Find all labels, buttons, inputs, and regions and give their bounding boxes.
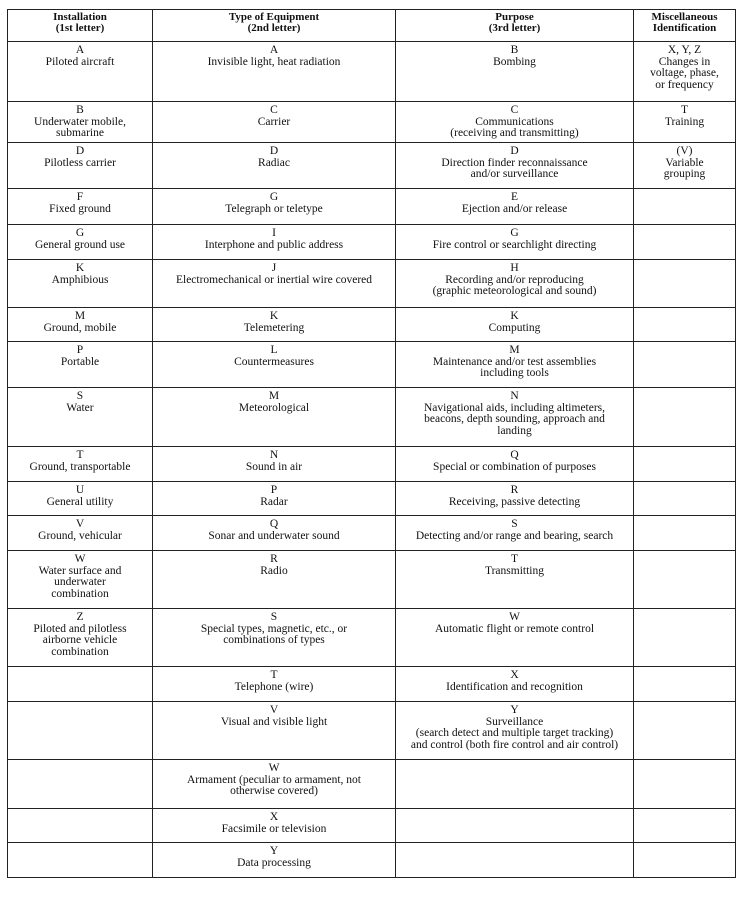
code-letter: S xyxy=(511,518,518,530)
misc-identification-cell xyxy=(634,388,736,447)
table-row xyxy=(8,843,736,878)
code-letter: V xyxy=(269,704,279,716)
purpose-cell xyxy=(396,342,634,388)
code-letter: K xyxy=(75,262,85,274)
description-line: Special types, magnetic, etc., or xyxy=(200,622,348,635)
description-line: Portable xyxy=(60,355,100,368)
description-line: Ground, mobile xyxy=(43,321,117,334)
purpose-cell xyxy=(396,551,634,609)
table-body xyxy=(8,42,736,878)
purpose-cell xyxy=(396,609,634,667)
code-letter: U xyxy=(75,484,85,496)
installation-cell xyxy=(8,809,153,843)
code-letter: E xyxy=(510,191,519,203)
equipment-type-cell xyxy=(153,260,396,308)
code-letter: X xyxy=(269,811,279,823)
header-purpose xyxy=(396,10,634,42)
equipment-type-cell xyxy=(153,809,396,843)
description-line: Piloted and pilotless xyxy=(33,622,127,635)
installation-cell xyxy=(8,225,153,260)
description-line: Ejection and/or release xyxy=(461,202,568,215)
misc-identification-cell xyxy=(634,551,736,609)
installation-cell xyxy=(8,308,153,342)
misc-identification-cell xyxy=(634,667,736,702)
table-row xyxy=(8,667,736,702)
code-letter: S xyxy=(270,611,278,623)
code-letter: B xyxy=(510,44,519,56)
purpose-cell xyxy=(396,667,634,702)
equipment-type-cell xyxy=(153,551,396,609)
equipment-type-cell xyxy=(153,760,396,809)
equipment-type-cell xyxy=(153,102,396,143)
description-line: (search detect and multiple target tracking) xyxy=(415,727,614,739)
description-line: Carrier xyxy=(257,115,291,128)
table-row xyxy=(8,225,736,260)
designation-table xyxy=(7,9,736,878)
description-line: grouping xyxy=(663,168,706,180)
purpose-cell xyxy=(396,189,634,225)
description-line: Armament (peculiar to armament, not xyxy=(186,773,362,786)
code-letter: A xyxy=(75,44,85,56)
code-letter: D xyxy=(269,145,279,157)
description-line: (2nd letter) xyxy=(247,22,301,34)
code-letter: D xyxy=(510,145,519,157)
code-letter: I xyxy=(272,227,276,239)
description-line: Water xyxy=(66,401,94,414)
installation-cell xyxy=(8,388,153,447)
code-letter: Q xyxy=(269,518,279,530)
code-letter: C xyxy=(270,104,278,116)
description-line: (1st letter) xyxy=(55,22,105,34)
code-letter: R xyxy=(270,553,278,565)
code-letter: T xyxy=(680,104,689,116)
installation-cell xyxy=(8,102,153,143)
description-line: voltage, phase, xyxy=(650,67,719,79)
installation-cell xyxy=(8,143,153,189)
description-line: Ground, vehicular xyxy=(38,529,122,542)
description-line: Invisible light, heat radiation xyxy=(207,55,341,68)
equipment-type-cell xyxy=(153,189,396,225)
description-line: Identification and recognition xyxy=(446,680,583,693)
purpose-cell xyxy=(396,482,634,516)
equipment-type-cell xyxy=(153,482,396,516)
misc-identification-cell xyxy=(634,342,736,388)
purpose-cell xyxy=(396,809,634,843)
purpose-cell xyxy=(396,843,634,878)
code-letter: D xyxy=(75,145,85,157)
code-letter: N xyxy=(510,390,519,402)
installation-cell xyxy=(8,42,153,102)
code-letter: Y xyxy=(269,845,279,857)
table-row xyxy=(8,388,736,447)
description-line: airborne vehicle xyxy=(42,634,118,646)
table-row xyxy=(8,143,736,189)
misc-identification-cell xyxy=(634,609,736,667)
code-letter: T xyxy=(510,553,519,565)
description-line: Countermeasures xyxy=(234,355,314,368)
table-row xyxy=(8,702,736,760)
misc-identification-cell xyxy=(634,843,736,878)
description-line: Electromechanical or inertial wire covered xyxy=(175,273,373,286)
code-letter: F xyxy=(76,191,84,203)
misc-identification-cell xyxy=(634,143,736,189)
code-letter: Miscellaneous xyxy=(651,11,718,23)
table-row xyxy=(8,189,736,225)
misc-identification-cell xyxy=(634,225,736,260)
description-line: Facsimile or television xyxy=(221,822,327,835)
code-letter: K xyxy=(269,310,279,322)
description-line: submarine xyxy=(56,127,104,139)
description-line: Telemetering xyxy=(243,321,305,334)
description-line: combination xyxy=(51,587,109,600)
equipment-type-cell xyxy=(153,843,396,878)
code-letter: A xyxy=(269,44,279,56)
description-line: Telegraph or teletype xyxy=(225,202,323,215)
purpose-cell xyxy=(396,760,634,809)
code-letter: C xyxy=(510,104,519,116)
code-letter: G xyxy=(510,227,519,239)
description-line: Meteorological xyxy=(238,401,310,414)
code-letter: X xyxy=(510,669,519,681)
code-letter: M xyxy=(74,310,86,322)
code-letter: S xyxy=(76,390,84,402)
description-line: General ground use xyxy=(34,238,126,251)
code-letter: L xyxy=(270,344,278,356)
installation-cell xyxy=(8,843,153,878)
code-letter: K xyxy=(510,310,519,322)
code-letter: M xyxy=(509,344,520,356)
purpose-cell xyxy=(396,225,634,260)
installation-cell xyxy=(8,609,153,667)
description-line: (receiving and transmitting) xyxy=(450,127,579,139)
code-letter: N xyxy=(269,449,279,461)
code-letter: P xyxy=(270,484,278,496)
code-letter: P xyxy=(76,344,84,356)
code-letter: J xyxy=(271,262,277,274)
description-line: underwater xyxy=(54,576,106,588)
installation-cell xyxy=(8,551,153,609)
equipment-type-cell xyxy=(153,609,396,667)
code-letter: G xyxy=(269,191,279,203)
equipment-type-cell xyxy=(153,143,396,189)
description-line: Recording and/or reproducing xyxy=(445,273,584,286)
equipment-type-cell xyxy=(153,702,396,760)
header-misc-identification xyxy=(634,10,736,42)
table-row xyxy=(8,447,736,482)
description-line: Receiving, passive detecting xyxy=(448,495,581,508)
misc-identification-cell xyxy=(634,702,736,760)
purpose-cell xyxy=(396,388,634,447)
misc-identification-cell xyxy=(634,102,736,143)
table-row xyxy=(8,516,736,551)
equipment-type-cell xyxy=(153,667,396,702)
code-letter: W xyxy=(74,553,86,565)
description-line: Fire control or searchlight directing xyxy=(432,238,597,251)
description-line: (3rd letter) xyxy=(488,22,541,34)
installation-cell xyxy=(8,260,153,308)
description-line: Amphibious xyxy=(51,273,109,286)
table-row xyxy=(8,342,736,388)
equipment-type-cell xyxy=(153,447,396,482)
header-installation xyxy=(8,10,153,42)
purpose-cell xyxy=(396,42,634,102)
description-line: Data processing xyxy=(237,856,311,869)
purpose-cell xyxy=(396,516,634,551)
description-line: combination xyxy=(51,645,109,658)
table-row xyxy=(8,102,736,143)
description-line: Direction finder reconnaissance xyxy=(441,156,588,169)
description-line: Radiac xyxy=(258,156,290,169)
code-letter: T xyxy=(76,449,84,461)
misc-identification-cell xyxy=(634,760,736,809)
code-letter: Purpose xyxy=(495,11,534,23)
misc-identification-cell xyxy=(634,308,736,342)
description-line: Visual and visible light xyxy=(220,715,328,728)
description-line: Pilotless carrier xyxy=(44,156,116,169)
description-line: Detecting and/or range and bearing, search xyxy=(415,529,614,542)
code-letter: Y xyxy=(510,704,519,716)
description-line: Fixed ground xyxy=(49,202,111,215)
installation-cell xyxy=(8,342,153,388)
table-row xyxy=(8,609,736,667)
code-letter: Z xyxy=(76,611,84,623)
code-letter: V xyxy=(75,518,85,530)
description-line: General utility xyxy=(46,495,114,508)
code-letter: B xyxy=(76,104,84,116)
code-letter: T xyxy=(270,669,278,681)
misc-identification-cell xyxy=(634,516,736,551)
table-row xyxy=(8,482,736,516)
header-row xyxy=(8,10,736,42)
misc-identification-cell xyxy=(634,809,736,843)
description-line: Communications xyxy=(475,115,554,128)
installation-cell xyxy=(8,760,153,809)
equipment-type-cell xyxy=(153,388,396,447)
table-row xyxy=(8,551,736,609)
description-line: Radio xyxy=(260,564,288,577)
description-line: and control (both fire control and air control) xyxy=(410,738,619,751)
description-line: Sonar and underwater sound xyxy=(208,529,340,542)
description-line: (graphic meteorological and sound) xyxy=(432,285,597,297)
installation-cell xyxy=(8,516,153,551)
code-letter: X, Y, Z xyxy=(667,44,702,56)
description-line: Automatic flight or remote control xyxy=(434,622,595,635)
equipment-type-cell xyxy=(153,308,396,342)
description-line: Computing xyxy=(488,321,541,334)
description-line: Identification xyxy=(652,22,717,34)
code-letter: W xyxy=(509,611,520,623)
code-letter: Type of Equipment xyxy=(228,11,320,23)
header-equipment-type xyxy=(153,10,396,42)
description-line: Underwater mobile, xyxy=(34,115,126,128)
description-line: including tools xyxy=(480,367,549,379)
description-line: beacons, depth sounding, approach and xyxy=(424,413,605,425)
code-letter: (V) xyxy=(676,145,693,157)
description-line: Ground, transportable xyxy=(29,460,131,473)
description-line: and/or surveillance xyxy=(470,168,559,180)
purpose-cell xyxy=(396,308,634,342)
description-line: Interphone and public address xyxy=(204,238,344,251)
description-line: Changes in xyxy=(658,55,711,68)
misc-identification-cell xyxy=(634,260,736,308)
description-line: Training xyxy=(664,115,705,128)
description-line: otherwise covered) xyxy=(230,785,318,797)
installation-cell xyxy=(8,482,153,516)
description-line: landing xyxy=(497,424,532,437)
table-row xyxy=(8,308,736,342)
installation-cell xyxy=(8,702,153,760)
table-row xyxy=(8,809,736,843)
description-line: Bombing xyxy=(493,55,536,68)
misc-identification-cell xyxy=(634,482,736,516)
code-letter: M xyxy=(268,390,280,402)
equipment-type-cell xyxy=(153,342,396,388)
table-row xyxy=(8,760,736,809)
purpose-cell xyxy=(396,102,634,143)
misc-identification-cell xyxy=(634,447,736,482)
equipment-type-cell xyxy=(153,225,396,260)
misc-identification-cell xyxy=(634,189,736,225)
description-line: Special or combination of purposes xyxy=(433,460,596,473)
table-row xyxy=(8,260,736,308)
code-letter: H xyxy=(510,262,519,274)
code-letter: Installation xyxy=(53,11,107,23)
description-line: combinations of types xyxy=(223,634,325,646)
code-letter: G xyxy=(75,227,85,239)
equipment-type-cell xyxy=(153,42,396,102)
code-letter: Q xyxy=(510,449,519,461)
purpose-cell xyxy=(396,260,634,308)
code-letter: W xyxy=(268,762,280,774)
description-line: Maintenance and/or test assemblies xyxy=(432,355,597,368)
description-line: Water surface and xyxy=(38,564,122,577)
equipment-type-cell xyxy=(153,516,396,551)
purpose-cell xyxy=(396,447,634,482)
installation-cell xyxy=(8,447,153,482)
description-line: Piloted aircraft xyxy=(45,55,115,68)
table-row xyxy=(8,42,736,102)
description-line: Telephone (wire) xyxy=(234,680,314,693)
installation-cell xyxy=(8,189,153,225)
installation-cell xyxy=(8,667,153,702)
description-line: Transmitting xyxy=(484,564,544,577)
description-line: Variable xyxy=(665,156,704,169)
description-line: or frequency xyxy=(655,78,714,91)
code-letter: R xyxy=(510,484,519,496)
misc-identification-cell xyxy=(634,42,736,102)
description-line: Sound in air xyxy=(245,460,303,473)
purpose-cell xyxy=(396,143,634,189)
description-line: Surveillance xyxy=(485,715,544,728)
description-line: Navigational aids, including altimeters, xyxy=(423,401,606,414)
description-line: Radar xyxy=(260,495,288,508)
purpose-cell xyxy=(396,702,634,760)
